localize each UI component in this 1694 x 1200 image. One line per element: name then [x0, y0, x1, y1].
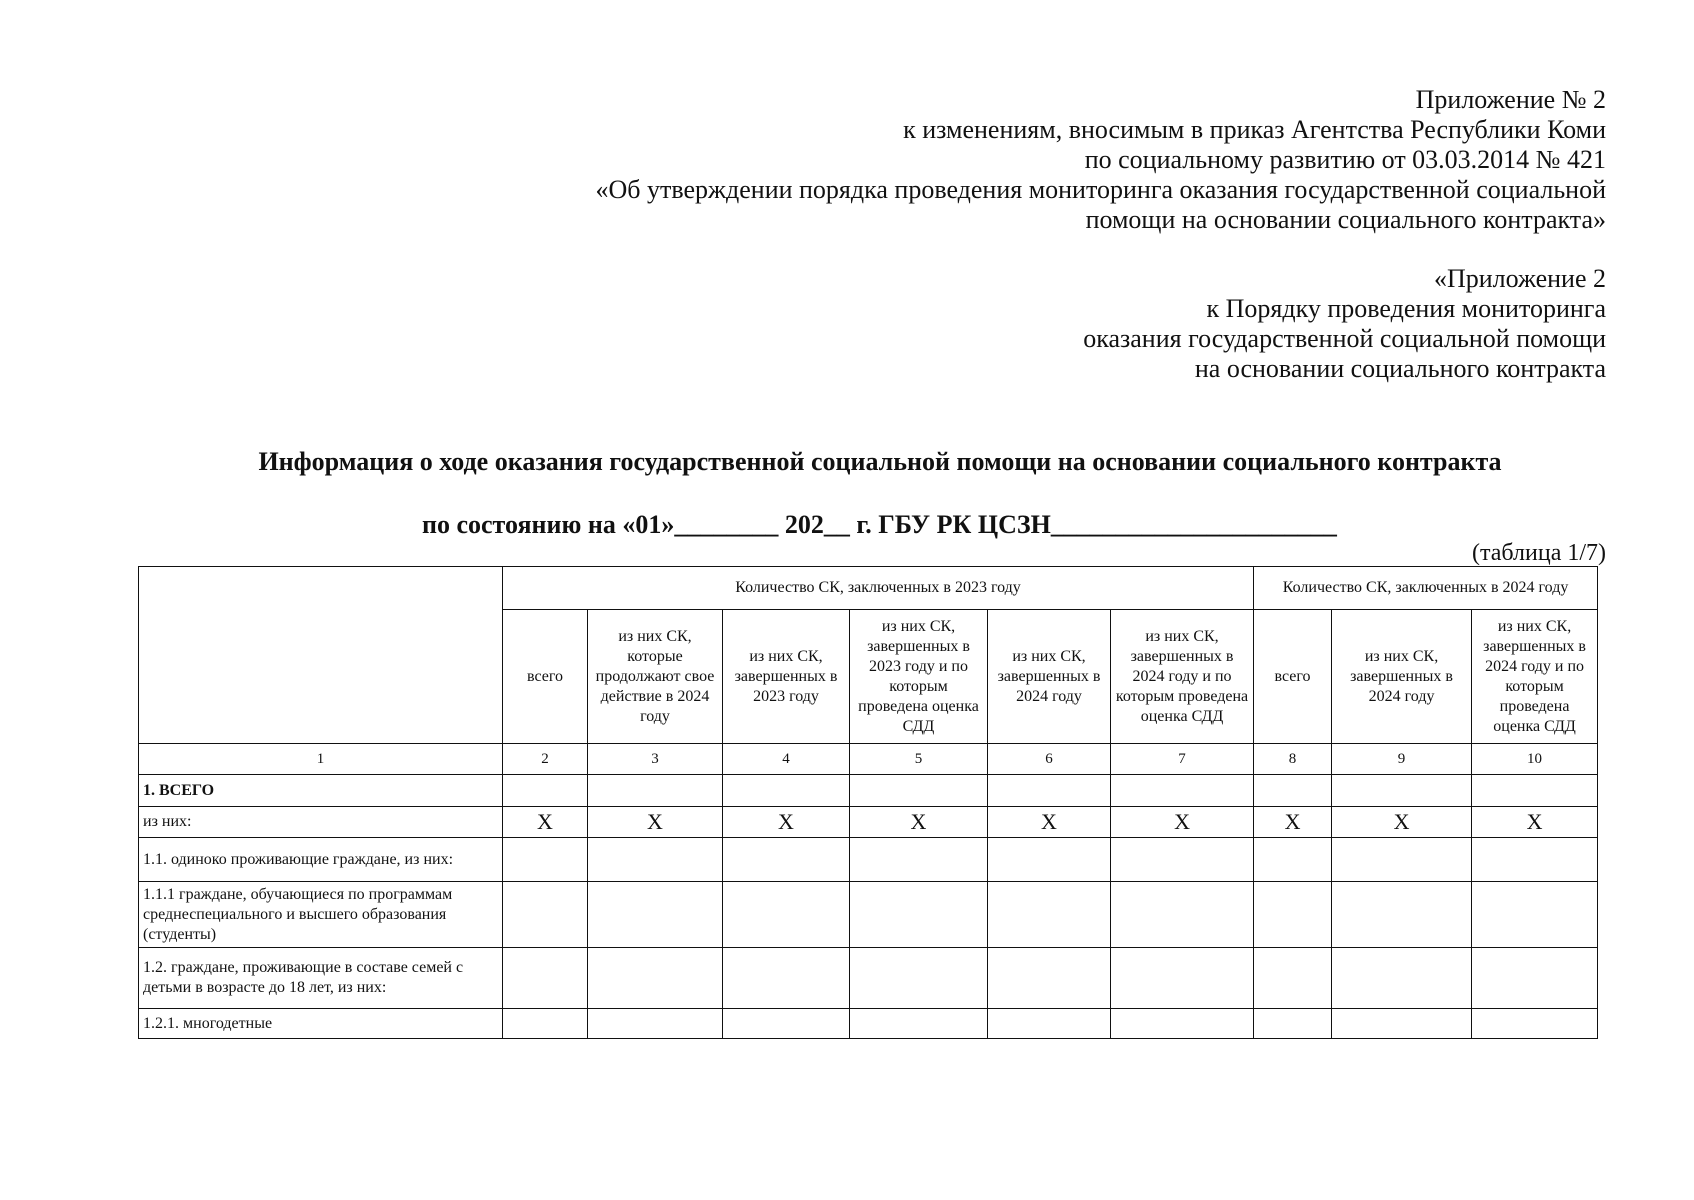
column-number: 1: [139, 744, 503, 775]
appendix-line: по социальному развитию от 03.03.2014 № 421: [1084, 145, 1606, 174]
data-cell[interactable]: [1254, 882, 1332, 948]
data-cell[interactable]: [503, 948, 588, 1009]
column-number: 6: [988, 744, 1111, 775]
document-title: Информация о ходе оказания государственной социальной помощи на основании социального контракта: [258, 447, 1502, 476]
data-cell[interactable]: [1111, 1009, 1254, 1039]
column-header: из них СК, завершенных в 2024 году и по которым проведена оценка СДД: [1111, 610, 1254, 744]
data-cell[interactable]: [1472, 948, 1598, 1009]
appendix-line: оказания государственной социальной помощи: [1083, 324, 1606, 353]
appendix-line: Приложение № 2: [1415, 85, 1606, 114]
data-cell[interactable]: [588, 1009, 723, 1039]
data-cell[interactable]: [850, 948, 988, 1009]
group-header-2023: Количество СК, заключенных в 2023 году: [503, 567, 1254, 610]
appendix-header: [596, 85, 1606, 235]
appendix-line: к Порядку проведения мониторинга: [1206, 294, 1606, 323]
x-mark-cell: X: [1472, 807, 1598, 838]
appendix-line: к изменениям, вносимым в приказ Агентства Республики Коми: [903, 115, 1606, 144]
data-cell[interactable]: [988, 948, 1111, 1009]
data-cell[interactable]: [1472, 775, 1598, 807]
group-header-2024: Количество СК, заключенных в 2024 году: [1254, 567, 1598, 610]
data-cell[interactable]: [588, 775, 723, 807]
data-cell[interactable]: [1254, 948, 1332, 1009]
data-cell[interactable]: [850, 882, 988, 948]
data-cell[interactable]: [850, 775, 988, 807]
header-empty-cell: [139, 567, 503, 744]
column-header: из них СК, завершенных в 2023 году и по которым проведена оценка СДД: [850, 610, 988, 744]
data-cell[interactable]: [988, 775, 1111, 807]
data-cell[interactable]: [503, 1009, 588, 1039]
column-number-row: [139, 744, 1598, 775]
table-header-row: [139, 567, 1598, 610]
column-header: из них СК, завершенных в 2024 году и по которым проведена оценка СДД: [1472, 610, 1598, 744]
data-cell[interactable]: [1472, 882, 1598, 948]
column-number: 8: [1254, 744, 1332, 775]
data-cell[interactable]: [588, 948, 723, 1009]
data-cell[interactable]: [1472, 838, 1598, 882]
table-row: [139, 838, 1598, 882]
row-label: 1.2.1. многодетные: [139, 1009, 503, 1039]
data-cell[interactable]: [588, 838, 723, 882]
appendix-sub-header: [1083, 264, 1606, 384]
data-cell[interactable]: [503, 838, 588, 882]
appendix-line: помощи на основании социального контракта»: [1085, 205, 1606, 234]
data-cell[interactable]: [1254, 838, 1332, 882]
data-cell[interactable]: [850, 838, 988, 882]
row-label: 1. ВСЕГО: [139, 775, 503, 807]
data-cell[interactable]: [1111, 838, 1254, 882]
table-row: [139, 807, 1598, 838]
x-mark-cell: X: [1332, 807, 1472, 838]
data-cell[interactable]: [503, 882, 588, 948]
row-label: из них:: [139, 807, 503, 838]
data-cell[interactable]: [1111, 948, 1254, 1009]
data-cell[interactable]: [1254, 775, 1332, 807]
data-cell[interactable]: [1111, 775, 1254, 807]
column-number: 7: [1111, 744, 1254, 775]
date-line: по состоянию на «01»________ 202__ г. ГБУ РК ЦСЗН______________________: [422, 510, 1337, 539]
column-number: 5: [850, 744, 988, 775]
appendix-line: «Приложение 2: [1433, 264, 1606, 293]
data-cell[interactable]: [1332, 1009, 1472, 1039]
column-number: 9: [1332, 744, 1472, 775]
column-header: из них СК, которые продолжают свое действие в 2024 году: [588, 610, 723, 744]
data-cell[interactable]: [988, 838, 1111, 882]
column-number: 3: [588, 744, 723, 775]
data-cell[interactable]: [988, 882, 1111, 948]
column-number: 4: [723, 744, 850, 775]
x-mark-cell: X: [723, 807, 850, 838]
appendix-line: на основании социального контракта: [1194, 354, 1606, 383]
data-cell[interactable]: [723, 882, 850, 948]
table-row: [139, 1009, 1598, 1039]
row-label: 1.1. одиноко проживающие граждане, из них:: [139, 838, 503, 882]
appendix-line: «Об утверждении порядка проведения мониторинга оказания государственной социальной: [595, 175, 1606, 204]
column-header: всего: [1254, 610, 1332, 744]
x-mark-cell: X: [988, 807, 1111, 838]
x-mark-cell: X: [850, 807, 988, 838]
column-number: 10: [1472, 744, 1598, 775]
data-cell[interactable]: [1111, 882, 1254, 948]
table-row: [139, 882, 1598, 948]
table-row: [139, 775, 1598, 807]
column-header: из них СК, завершенных в 2024 году: [1332, 610, 1472, 744]
column-header: из них СК, завершенных в 2024 году: [988, 610, 1111, 744]
data-cell[interactable]: [850, 1009, 988, 1039]
data-cell[interactable]: [988, 1009, 1111, 1039]
data-cell[interactable]: [1254, 1009, 1332, 1039]
column-number: 2: [503, 744, 588, 775]
column-header: из них СК, завершенных в 2023 году: [723, 610, 850, 744]
x-mark-cell: X: [503, 807, 588, 838]
data-cell[interactable]: [588, 882, 723, 948]
table-number: (таблица 1/7): [1471, 540, 1606, 566]
x-mark-cell: X: [1111, 807, 1254, 838]
data-cell[interactable]: [1332, 775, 1472, 807]
column-header: всего: [503, 610, 588, 744]
data-cell[interactable]: [1472, 1009, 1598, 1039]
data-cell[interactable]: [723, 838, 850, 882]
row-label: 1.2. граждане, проживающие в составе семей с детьми в возрасте до 18 лет, из них:: [139, 948, 503, 1009]
report-table: [138, 566, 1598, 1039]
row-label: 1.1.1 граждане, обучающиеся по программам среднеспециального и высшего образования (студенты): [139, 882, 503, 948]
data-cell[interactable]: [1332, 882, 1472, 948]
data-cell[interactable]: [723, 948, 850, 1009]
data-cell[interactable]: [1332, 838, 1472, 882]
data-cell[interactable]: [723, 1009, 850, 1039]
data-cell[interactable]: [503, 775, 588, 807]
data-cell[interactable]: [723, 775, 850, 807]
table-row: [139, 948, 1598, 1009]
x-mark-cell: X: [1254, 807, 1332, 838]
data-cell[interactable]: [1332, 948, 1472, 1009]
x-mark-cell: X: [588, 807, 723, 838]
